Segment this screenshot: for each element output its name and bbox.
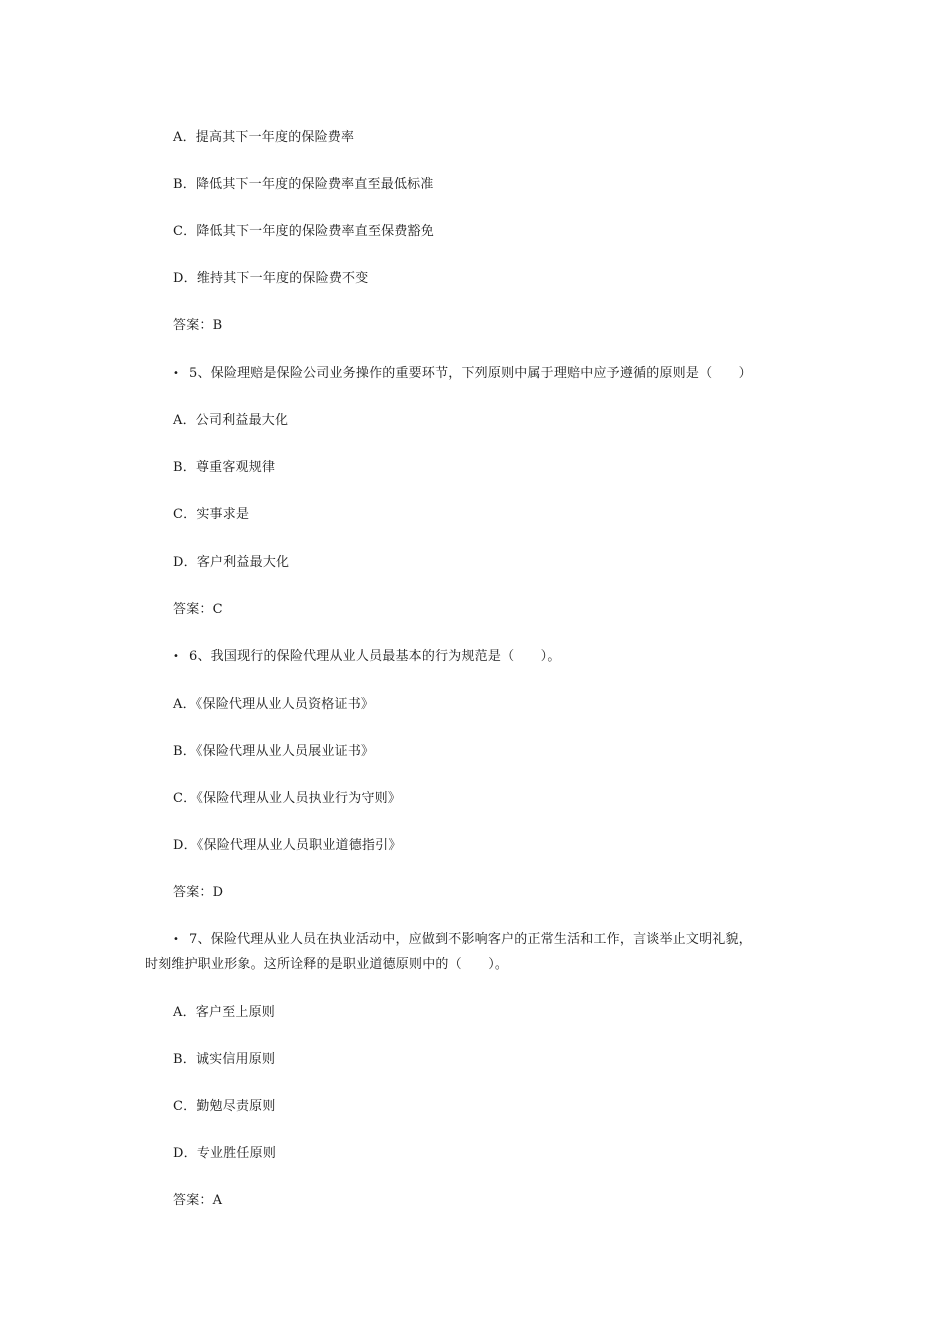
- question-6: [173, 649, 561, 665]
- option-c: C．勤勉尽责原则: [173, 1099, 276, 1114]
- option-b: B．降低其下一年度的保险费率直至最低标准: [173, 177, 434, 192]
- option-d: D．客户利益最大化: [173, 555, 290, 570]
- answer: 答案：D: [173, 885, 224, 900]
- question-text-line2: 时刻维护职业形象。这所诠释的是职业道德原则中的（ ）。: [145, 957, 509, 972]
- bullet-icon: •: [173, 934, 180, 945]
- option-d: D．维持其下一年度的保险费不变: [173, 271, 369, 286]
- option-c: C．实事求是: [173, 507, 250, 522]
- option-d: D．《保险代理从业人员职业道德指引》: [173, 838, 402, 853]
- question-text: 6、我国现行的保险代理从业人员最基本的行为规范是（ ）。: [189, 649, 561, 664]
- option-b: B．尊重客观规律: [173, 460, 276, 475]
- answer: 答案：B: [173, 318, 223, 333]
- answer: 答案：C: [173, 602, 223, 617]
- question-5: [173, 366, 752, 382]
- option-a: A．提高其下一年度的保险费率: [173, 130, 355, 145]
- option-a: A．客户至上原则: [173, 1005, 275, 1020]
- option-a: A．《保险代理从业人员资格证书》: [173, 697, 375, 712]
- bullet-icon: •: [173, 368, 180, 379]
- option-b: B．《保险代理从业人员展业证书》: [173, 744, 375, 759]
- question-text-line1: 7、保险代理从业人员在执业活动中，应做到不影响客户的正常生活和工作，言谈举止文明礼貌，: [189, 932, 752, 947]
- bullet-icon: •: [173, 651, 180, 662]
- question-text: 5、保险理赔是保险公司业务操作的重要环节，下列原则中属于理赔中应予遵循的原则是（ ）: [189, 366, 752, 381]
- option-c: C．《保险代理从业人员执业行为守则》: [173, 791, 402, 806]
- option-d: D．专业胜任原则: [173, 1146, 277, 1161]
- option-a: A．公司利益最大化: [173, 413, 289, 428]
- option-c: C．降低其下一年度的保险费率直至保费豁免: [173, 224, 434, 239]
- option-b: B．诚实信用原则: [173, 1052, 276, 1067]
- answer: 答案：A: [173, 1193, 223, 1208]
- question-7: [173, 932, 752, 948]
